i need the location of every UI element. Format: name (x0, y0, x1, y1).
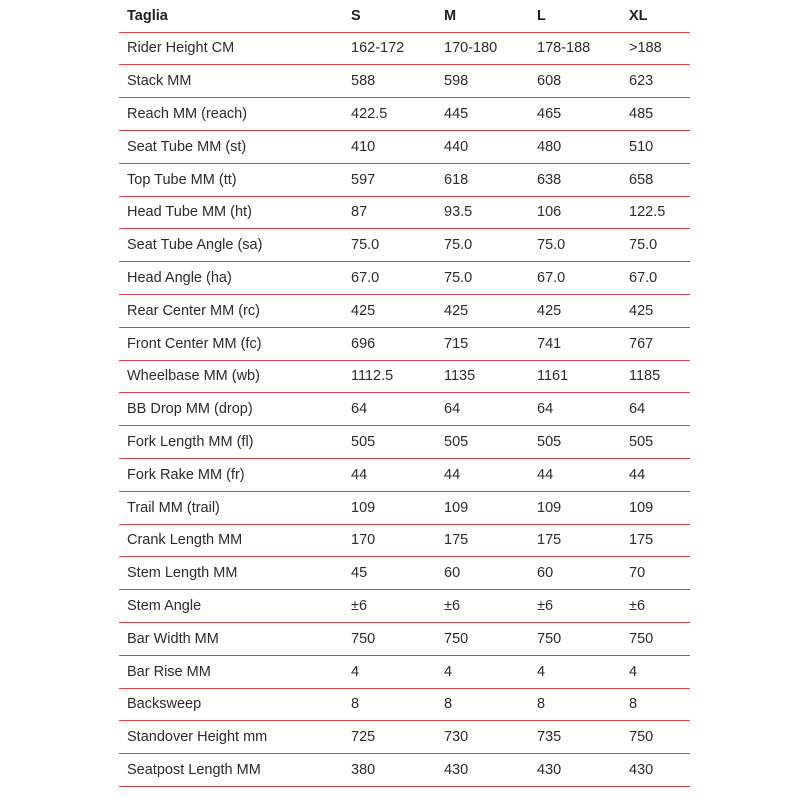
table-row (119, 459, 690, 492)
value-s: 380 (351, 762, 376, 779)
table-row (119, 492, 690, 525)
value-s: 422.5 (351, 106, 388, 123)
row-label: BB Drop MM (drop) (127, 401, 253, 418)
value-l: 480 (537, 138, 562, 155)
value-s: 170 (351, 532, 376, 549)
value-xl: 510 (629, 138, 654, 155)
value-s: ±6 (351, 598, 368, 615)
value-m: 505 (444, 434, 469, 451)
table-body (119, 33, 690, 787)
value-l: 430 (537, 762, 562, 779)
table-row (119, 328, 690, 361)
value-s: 505 (351, 434, 376, 451)
value-m: 445 (444, 106, 469, 123)
table-row (119, 426, 690, 459)
value-m: 425 (444, 302, 469, 319)
value-xl: 505 (629, 434, 654, 451)
row-label: Front Center MM (fc) (127, 335, 262, 352)
value-l: 608 (537, 73, 562, 90)
value-m: 93.5 (444, 204, 473, 221)
value-xl: 430 (629, 762, 654, 779)
value-l: 638 (537, 171, 562, 188)
row-label: Seat Tube MM (st) (127, 138, 247, 155)
value-xl: 8 (629, 696, 638, 713)
value-s: 162-172 (351, 40, 405, 57)
value-l: 178-188 (537, 40, 591, 57)
value-s: 750 (351, 630, 376, 647)
value-l: 106 (537, 204, 562, 221)
value-l: 67.0 (537, 270, 566, 287)
row-label: Crank Length MM (127, 532, 243, 549)
value-s: 4 (351, 663, 360, 680)
value-m: 598 (444, 73, 469, 90)
table-row (119, 623, 690, 656)
value-xl: 70 (629, 565, 646, 582)
value-s: 45 (351, 565, 368, 582)
value-s: 75.0 (351, 237, 380, 254)
value-s: 87 (351, 204, 368, 221)
header-size-m: M (444, 7, 457, 24)
row-label: Rear Center MM (rc) (127, 302, 260, 319)
row-label: Seatpost Length MM (127, 762, 261, 779)
value-m: 175 (444, 532, 469, 549)
value-l: 44 (537, 466, 554, 483)
value-l: 741 (537, 335, 562, 352)
value-xl: 4 (629, 663, 638, 680)
value-m: 618 (444, 171, 469, 188)
value-l: ±6 (537, 598, 554, 615)
row-label: Backsweep (127, 696, 202, 713)
value-m: 64 (444, 401, 461, 418)
value-s: 696 (351, 335, 376, 352)
value-s: 64 (351, 401, 368, 418)
value-xl: >188 (629, 40, 662, 57)
value-m: 8 (444, 696, 453, 713)
value-s: 109 (351, 499, 376, 516)
table-row (119, 295, 690, 328)
value-xl: 44 (629, 466, 646, 483)
value-l: 750 (537, 630, 562, 647)
table-row (119, 65, 690, 98)
value-xl: 122.5 (629, 204, 666, 221)
value-l: 4 (537, 663, 546, 680)
value-m: 44 (444, 466, 461, 483)
row-label: Head Tube MM (ht) (127, 204, 252, 221)
table-row (119, 557, 690, 590)
row-label: Stem Length MM (127, 565, 238, 582)
value-s: 67.0 (351, 270, 380, 287)
row-label: Standover Height mm (127, 729, 268, 746)
value-xl: 109 (629, 499, 654, 516)
table-header-row (119, 0, 690, 33)
table-row (119, 754, 690, 787)
row-label: Bar Width MM (127, 630, 219, 647)
table-row (119, 361, 690, 394)
value-xl: ±6 (629, 598, 646, 615)
value-l: 1161 (537, 368, 569, 385)
table-row (119, 164, 690, 197)
value-xl: 485 (629, 106, 654, 123)
value-s: 588 (351, 73, 376, 90)
table-row (119, 721, 690, 754)
value-xl: 750 (629, 630, 654, 647)
value-m: 60 (444, 565, 461, 582)
table-row (119, 229, 690, 262)
table-row (119, 590, 690, 623)
header-size-xl: XL (629, 7, 648, 24)
header-size-s: S (351, 7, 361, 24)
value-xl: 425 (629, 302, 654, 319)
value-s: 1112.5 (351, 368, 394, 385)
row-label: Wheelbase MM (wb) (127, 368, 260, 385)
value-l: 60 (537, 565, 554, 582)
value-l: 8 (537, 696, 546, 713)
table-row (119, 689, 690, 722)
value-m: 75.0 (444, 270, 473, 287)
row-label: Seat Tube Angle (sa) (127, 237, 263, 254)
value-xl: 623 (629, 73, 654, 90)
value-m: 750 (444, 630, 469, 647)
table-row (119, 197, 690, 230)
value-xl: 658 (629, 171, 654, 188)
value-s: 597 (351, 171, 376, 188)
value-l: 735 (537, 729, 562, 746)
value-l: 425 (537, 302, 562, 319)
row-label: Stem Angle (127, 598, 202, 615)
header-size-label: Taglia (127, 7, 168, 24)
table-row (119, 262, 690, 295)
value-m: 170-180 (444, 40, 498, 57)
table-row (119, 98, 690, 131)
table-row (119, 656, 690, 689)
row-label: Head Angle (ha) (127, 270, 232, 287)
value-s: 8 (351, 696, 360, 713)
value-s: 410 (351, 138, 376, 155)
value-l: 465 (537, 106, 562, 123)
value-xl: 1185 (629, 368, 661, 385)
value-xl: 750 (629, 729, 654, 746)
value-m: ±6 (444, 598, 461, 615)
row-label: Rider Height CM (127, 40, 235, 57)
table-row (119, 33, 690, 66)
row-label: Reach MM (reach) (127, 106, 248, 123)
value-xl: 67.0 (629, 270, 658, 287)
value-m: 4 (444, 663, 453, 680)
row-label: Trail MM (trail) (127, 499, 220, 516)
row-label: Fork Length MM (fl) (127, 434, 254, 451)
value-xl: 175 (629, 532, 654, 549)
value-m: 430 (444, 762, 469, 779)
row-label: Top Tube MM (tt) (127, 171, 237, 188)
table-row (119, 525, 690, 558)
value-s: 44 (351, 466, 368, 483)
value-m: 109 (444, 499, 469, 516)
value-l: 64 (537, 401, 554, 418)
value-l: 75.0 (537, 237, 566, 254)
value-m: 730 (444, 729, 469, 746)
value-m: 1135 (444, 368, 476, 385)
value-xl: 64 (629, 401, 646, 418)
value-xl: 75.0 (629, 237, 658, 254)
value-m: 75.0 (444, 237, 473, 254)
header-size-l: L (537, 7, 546, 24)
row-label: Bar Rise MM (127, 663, 211, 680)
value-l: 505 (537, 434, 562, 451)
value-m: 715 (444, 335, 469, 352)
row-label: Fork Rake MM (fr) (127, 466, 245, 483)
value-s: 725 (351, 729, 376, 746)
row-label: Stack MM (127, 73, 192, 90)
value-m: 440 (444, 138, 469, 155)
value-s: 425 (351, 302, 376, 319)
value-xl: 767 (629, 335, 654, 352)
table-row (119, 131, 690, 164)
value-l: 109 (537, 499, 562, 516)
table-row (119, 393, 690, 426)
value-l: 175 (537, 532, 562, 549)
geometry-table (119, 0, 690, 787)
